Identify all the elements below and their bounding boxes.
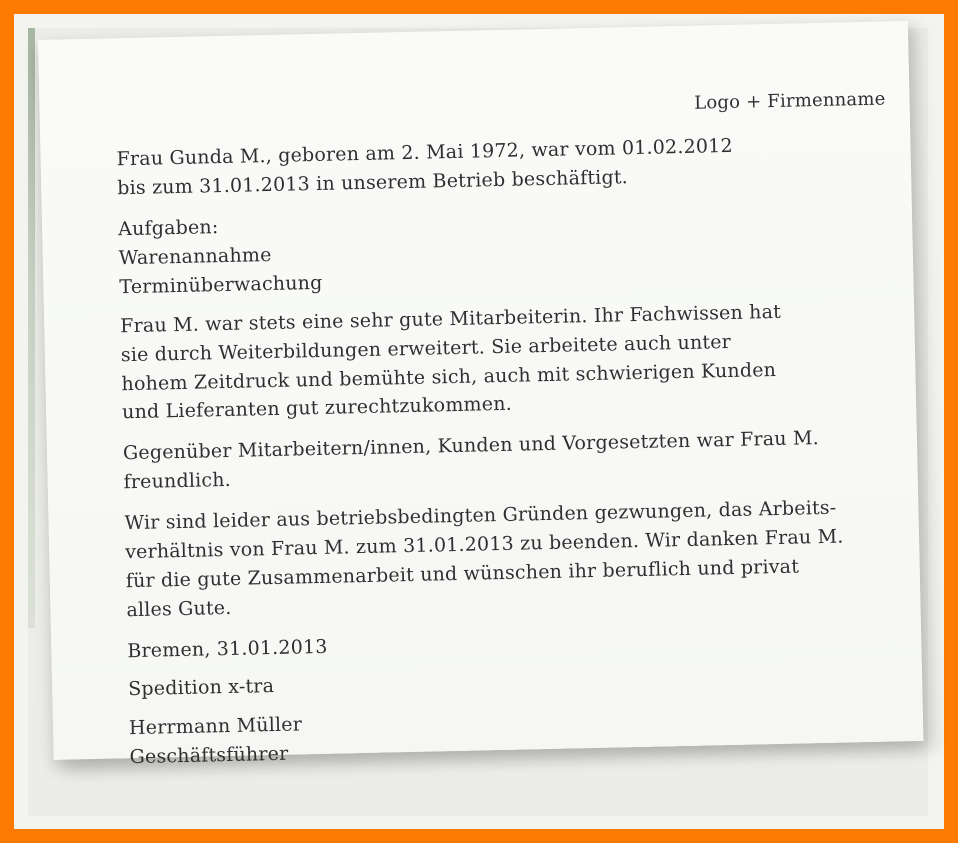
company-name: Spedition x-tra <box>127 675 275 701</box>
place-date: Bremen, 31.01.2013 <box>127 635 328 662</box>
intro-paragraph: Frau Gunda M., geboren am 2. Mai 1972, war vom 01.02.2012 bis zum 31.01.2013 in unserem Betrieb beschäftigt. <box>116 135 733 200</box>
signer-title: Geschäftsführer <box>129 742 289 769</box>
task-item: Warenannahme <box>118 243 272 270</box>
document-content <box>115 88 899 773</box>
evaluation-paragraph: Frau M. war stets eine sehr gute Mitarbeiterin. Ihr Fachwissen hat sie durch Weiterbildungen erweitert. Sie arbeitete auch unter hohem Zeitdruck und bemühte sich, auch mit schwierigen Kunden und Lieferanten gut zurechtzukommen. <box>120 300 782 424</box>
tasks-section <box>118 199 890 302</box>
left-background-strip <box>28 28 35 628</box>
task-item: Terminüberwachung <box>119 271 323 299</box>
closing-paragraph: Wir sind leider aus betriebsbedingten Gründen gezwungen, das Arbeits- verhältnis von Frau M. zum 31.01.2013 zu beenden. Wir danken Frau M. für die gute Zusammenarbeit und wünschen ihr beruflich und privat alles Gute. <box>124 496 844 621</box>
logo-company-name: Logo + Firmenname <box>694 88 886 114</box>
tasks-heading: Aufgaben: <box>117 216 219 241</box>
document-sheet <box>38 21 923 769</box>
signer-name: Herrmann Müller <box>128 713 303 740</box>
behavior-paragraph: Gegenüber Mitarbeitern/innen, Kunden und Vorgesetzten war Frau M. freundlich. <box>122 427 820 494</box>
